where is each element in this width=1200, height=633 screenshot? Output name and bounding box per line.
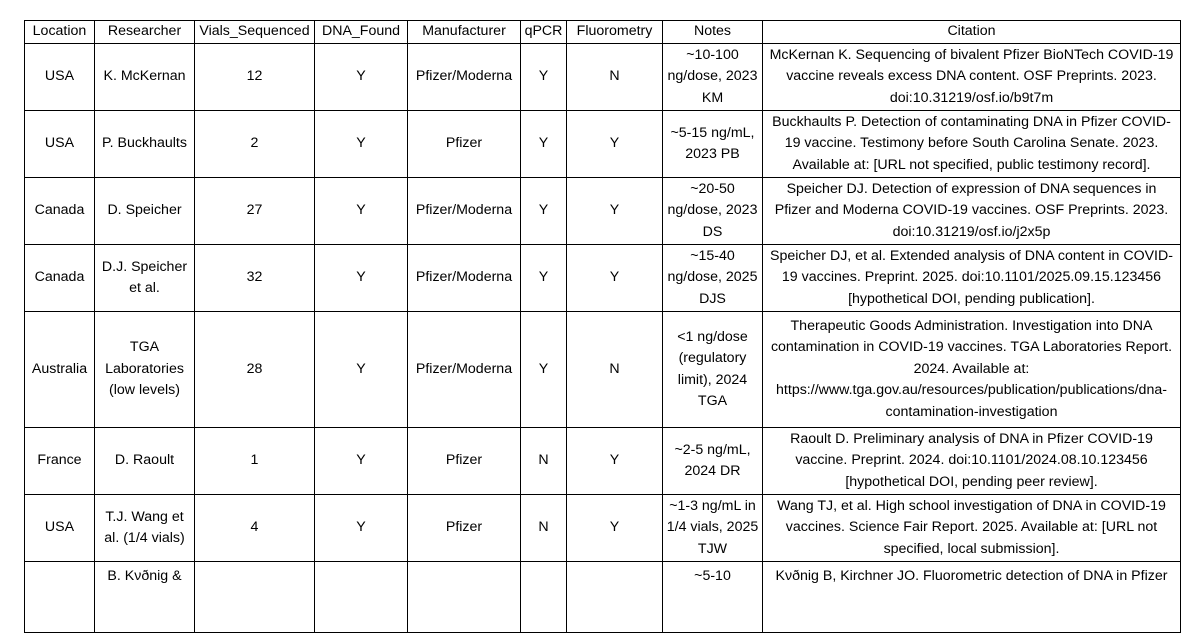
cell-citation[interactable]: Kνðnig B, Kirchner JO. Fluorometric detection of DNA in Pfizer: [763, 562, 1181, 633]
cell-fluorometry[interactable]: Y: [567, 111, 663, 178]
cell-location[interactable]: Canada: [25, 178, 95, 245]
cell-notes[interactable]: ~10-100 ng/dose, 2023 KM: [663, 44, 763, 111]
cell-fluorometry[interactable]: [567, 562, 663, 633]
cell-dna-found[interactable]: Y: [315, 245, 408, 312]
cell-qpcr[interactable]: Y: [521, 111, 567, 178]
spreadsheet-table-container: [24, 20, 1180, 633]
cell-fluorometry[interactable]: Y: [567, 245, 663, 312]
cell-citation[interactable]: Speicher DJ, et al. Extended analysis of DNA content in COVID-19 vaccines. Preprint. 2025. doi:10.1101/2025.09.15.123456 [hypothetical DOI, pending publication].: [763, 245, 1181, 312]
cell-vials-sequenced[interactable]: 12: [195, 44, 315, 111]
cell-citation[interactable]: Buckhaults P. Detection of contaminating DNA in Pfizer COVID-19 vaccine. Testimony before South Carolina Senate. 2023. Available at: [URL not specified, public testimony record].: [763, 111, 1181, 178]
header-dna-found[interactable]: DNA_Found: [315, 21, 408, 44]
cell-citation[interactable]: Therapeutic Goods Administration. Investigation into DNA contamination in COVID-19 vaccines. TGA Laboratories Report. 2024. Available at: https://www.tga.gov.au/resources/publication/publications/dna-contamination-investigation: [763, 312, 1181, 428]
cell-researcher[interactable]: B. Kνðnig &: [95, 562, 195, 633]
cell-manufacturer[interactable]: Pfizer/Moderna: [408, 44, 521, 111]
cell-dna-found[interactable]: [315, 562, 408, 633]
table-row: [25, 495, 1181, 562]
header-manufacturer[interactable]: Manufacturer: [408, 21, 521, 44]
header-notes[interactable]: Notes: [663, 21, 763, 44]
header-citation[interactable]: Citation: [763, 21, 1181, 44]
cell-location[interactable]: France: [25, 428, 95, 495]
cell-manufacturer[interactable]: Pfizer: [408, 428, 521, 495]
header-fluorometry[interactable]: Fluorometry: [567, 21, 663, 44]
cell-fluorometry[interactable]: N: [567, 312, 663, 428]
cell-vials-sequenced[interactable]: 1: [195, 428, 315, 495]
cell-manufacturer[interactable]: Pfizer/Moderna: [408, 245, 521, 312]
table-row: [25, 428, 1181, 495]
cell-qpcr[interactable]: N: [521, 428, 567, 495]
cell-dna-found[interactable]: Y: [315, 111, 408, 178]
cell-notes[interactable]: ~2-5 ng/mL, 2024 DR: [663, 428, 763, 495]
cell-vials-sequenced[interactable]: 27: [195, 178, 315, 245]
table-row: [25, 312, 1181, 428]
cell-location[interactable]: Australia: [25, 312, 95, 428]
table-row: [25, 111, 1181, 178]
cell-researcher[interactable]: T.J. Wang et al. (1/4 vials): [95, 495, 195, 562]
cell-vials-sequenced[interactable]: 28: [195, 312, 315, 428]
cell-vials-sequenced[interactable]: [195, 562, 315, 633]
cell-fluorometry[interactable]: Y: [567, 178, 663, 245]
cell-manufacturer[interactable]: Pfizer: [408, 111, 521, 178]
cell-researcher[interactable]: P. Buckhaults: [95, 111, 195, 178]
table-row: [25, 44, 1181, 111]
cell-manufacturer[interactable]: Pfizer: [408, 495, 521, 562]
cell-manufacturer[interactable]: Pfizer/Moderna: [408, 178, 521, 245]
cell-researcher[interactable]: D. Speicher: [95, 178, 195, 245]
cell-notes[interactable]: ~20-50 ng/dose, 2023 DS: [663, 178, 763, 245]
cell-dna-found[interactable]: Y: [315, 312, 408, 428]
cell-qpcr[interactable]: Y: [521, 178, 567, 245]
table-row: [25, 245, 1181, 312]
cell-qpcr[interactable]: N: [521, 495, 567, 562]
cell-qpcr[interactable]: Y: [521, 245, 567, 312]
cell-vials-sequenced[interactable]: 32: [195, 245, 315, 312]
cell-vials-sequenced[interactable]: 4: [195, 495, 315, 562]
cell-manufacturer[interactable]: [408, 562, 521, 633]
cell-dna-found[interactable]: Y: [315, 495, 408, 562]
cell-location[interactable]: USA: [25, 111, 95, 178]
cell-dna-found[interactable]: Y: [315, 44, 408, 111]
header-location[interactable]: Location: [25, 21, 95, 44]
header-researcher[interactable]: Researcher: [95, 21, 195, 44]
cell-location[interactable]: [25, 562, 95, 633]
cell-fluorometry[interactable]: Y: [567, 495, 663, 562]
cell-citation[interactable]: McKernan K. Sequencing of bivalent Pfizer BioNTech COVID-19 vaccine reveals excess DNA content. OSF Preprints. 2023. doi:10.31219/osf.io/b9t7m: [763, 44, 1181, 111]
cell-notes[interactable]: ~5-10: [663, 562, 763, 633]
cell-researcher[interactable]: K. McKernan: [95, 44, 195, 111]
cell-researcher[interactable]: D.J. Speicher et al.: [95, 245, 195, 312]
cell-dna-found[interactable]: Y: [315, 178, 408, 245]
cell-notes[interactable]: ~5-15 ng/mL, 2023 PB: [663, 111, 763, 178]
cell-researcher[interactable]: TGA Laboratories (low levels): [95, 312, 195, 428]
cell-citation[interactable]: Speicher DJ. Detection of expression of DNA sequences in Pfizer and Moderna COVID-19 vaccines. OSF Preprints. 2023. doi:10.31219/osf.io/j2x5p: [763, 178, 1181, 245]
cell-qpcr[interactable]: [521, 562, 567, 633]
cell-location[interactable]: USA: [25, 44, 95, 111]
table-row: [25, 178, 1181, 245]
cell-notes[interactable]: ~15-40 ng/dose, 2025 DJS: [663, 245, 763, 312]
cell-researcher[interactable]: D. Raoult: [95, 428, 195, 495]
cell-dna-found[interactable]: Y: [315, 428, 408, 495]
cell-notes[interactable]: ~1-3 ng/mL in 1/4 vials, 2025 TJW: [663, 495, 763, 562]
table-row: [25, 562, 1181, 633]
cell-notes[interactable]: <1 ng/dose (regulatory limit), 2024 TGA: [663, 312, 763, 428]
cell-manufacturer[interactable]: Pfizer/Moderna: [408, 312, 521, 428]
cell-vials-sequenced[interactable]: 2: [195, 111, 315, 178]
header-qpcr[interactable]: qPCR: [521, 21, 567, 44]
data-table: [24, 20, 1181, 633]
cell-location[interactable]: Canada: [25, 245, 95, 312]
cell-qpcr[interactable]: Y: [521, 44, 567, 111]
header-vials-sequenced[interactable]: Vials_Sequenced: [195, 21, 315, 44]
cell-citation[interactable]: Raoult D. Preliminary analysis of DNA in Pfizer COVID-19 vaccine. Preprint. 2024. doi:10.1101/2024.08.10.123456 [hypothetical DOI, pending peer review].: [763, 428, 1181, 495]
cell-citation[interactable]: Wang TJ, et al. High school investigation of DNA in COVID-19 vaccines. Science Fair Report. 2025. Available at: [URL not specified, local submission].: [763, 495, 1181, 562]
cell-fluorometry[interactable]: Y: [567, 428, 663, 495]
header-row: [25, 21, 1181, 44]
cell-fluorometry[interactable]: N: [567, 44, 663, 111]
cell-qpcr[interactable]: Y: [521, 312, 567, 428]
cell-location[interactable]: USA: [25, 495, 95, 562]
